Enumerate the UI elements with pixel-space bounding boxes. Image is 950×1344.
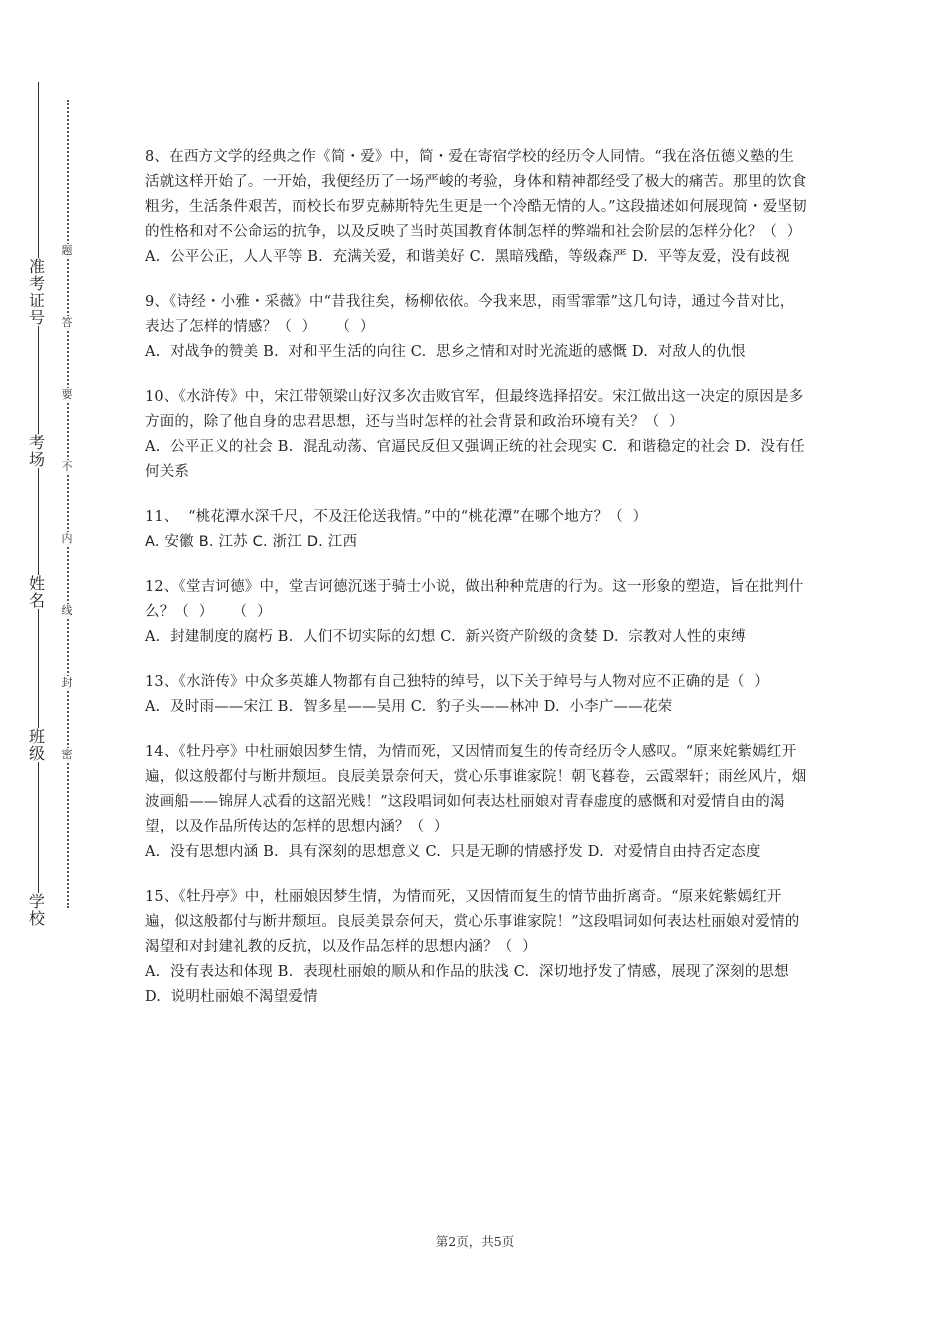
field-exam-id-label (22, 258, 52, 326)
question-text: 10、《水浒传》中，宋江带领梁山好汉多次击败官军，但最终选择招安。宋江做出这一决定的原因是多方面的，除了他自身的忠君思想，还与当时怎样的社会背景和政治环境有关？（ ） (145, 389, 804, 430)
field-char: 证 (28, 291, 45, 310)
field-exam-room (22, 434, 52, 468)
seal-char: 封 (59, 676, 75, 689)
field-char: 姓 (28, 574, 45, 593)
question-options: A. 没有思想内涵 B. 具有深刻的思想意义 C. 只是无聊的情感抒发 D. 对爱情自由持否定态度 (145, 844, 761, 860)
question-10 (145, 385, 808, 485)
field-char: 准 (28, 257, 45, 276)
question-options: A. 公平正义的社会 B. 混乱动荡、官逼民反但又强调正统的社会现实 C. 和谐稳定的社会 D. 没有任何关系 (145, 439, 805, 480)
question-text: 14、《牡丹亭》中杜丽娘因梦生情，为情而死，又因情而复生的传奇经历令人感叹。“原来姹紫嫣红开遍，似这般都付与断井颓垣。良辰美景奈何天，赏心乐事谁家院！朝飞暮卷，云霞翠轩；雨丝风片，烟波画船——锦屏人忒看的这韶光贱！”这段唱词如何表达杜丽娘对青春虚度的感慨和对爱情自由的渴望，以及作品所传达的怎样的思想内涵？（ ） (145, 744, 807, 835)
page-number: 第2页，共5页 (435, 1234, 515, 1249)
question-options: A. 封建制度的腐朽 B. 人们不切实际的幻想 C. 新兴资产阶级的贪婪 D. 宗教对人性的束缚 (145, 629, 746, 645)
field-char: 场 (28, 450, 45, 469)
question-8 (145, 145, 808, 270)
field-school (22, 893, 52, 927)
question-text: 12、《堂吉诃德》中，堂吉诃德沉迷于骑士小说，做出种种荒唐的行为。这一形象的塑造，旨在批判什么？（ ） （ ） (145, 579, 804, 620)
field-school-label (22, 893, 52, 927)
question-list (145, 145, 808, 1030)
field-exam-room-label (22, 434, 52, 468)
field-char: 号 (28, 308, 45, 327)
seal-char: 线 (59, 604, 75, 617)
field-class (22, 728, 52, 762)
question-11 (145, 505, 808, 555)
question-text: 13、《水浒传》中众多英雄人物都有自己独特的绰号，以下关于绰号与人物对应不正确的是（ ） (145, 674, 769, 690)
question-options: A. 安徽 B. 江苏 C. 浙江 D. 江西 (145, 534, 358, 550)
seal-dotted-line (67, 100, 69, 908)
field-name-label (22, 575, 52, 609)
field-char: 级 (28, 744, 45, 763)
question-text: 9、《诗经・小雅・采薇》中“昔我往矣，杨柳依依。今我来思，雨雪霏霏”这几句诗，通过今昔对比，表达了怎样的情感？（ ） （ ） (145, 294, 795, 335)
question-12 (145, 575, 808, 650)
seal-char: 内 (59, 532, 75, 545)
field-char: 考 (28, 274, 45, 293)
field-char: 班 (28, 727, 45, 746)
field-exam-id (22, 258, 52, 326)
question-text: 11、 “桃花潭水深千尺，不及汪伦送我情。”中的“桃花潭”在哪个地方？（ ） (145, 509, 648, 525)
question-text: 8、在西方文学的经典之作《简・爱》中，简・爱在寄宿学校的经历令人同情。“我在洛伍德义塾的生活就这样开始了。一开始，我便经历了一场严峻的考验，身体和精神都经受了极大的痛苦。那里的饮食粗劣，生活条件艰苦，而校长布罗克赫斯特先生更是一个冷酷无情的人。”这段描述如何展现简・爱坚韧的性格和对不公命运的抗争，以及反映了当时英国教育体制怎样的弊端和社会阶层的怎样分化？（ ） (145, 149, 807, 240)
field-char: 考 (28, 433, 45, 452)
question-options: A. 及时雨——宋江 B. 智多星——吴用 C. 豹子头——林冲 D. 小李广——花荣 (145, 699, 673, 715)
question-9 (145, 290, 808, 365)
question-14 (145, 740, 808, 865)
question-options: A. 没有表达和体现 B. 表现杜丽娘的顺从和作品的肤浅 C. 深切地抒发了情感，展现了深刻的思想 D. 说明杜丽娘不渴望爱情 (145, 964, 794, 1005)
seal-char: 答 (59, 316, 75, 329)
field-class-label (22, 728, 52, 762)
question-13 (145, 670, 808, 720)
seal-char: 要 (59, 388, 75, 401)
field-char: 校 (28, 909, 45, 928)
question-options: A. 公平公正，人人平等 B. 充满关爱，和谐美好 C. 黑暗残酷，等级森严 D. 平等友爱，没有歧视 (145, 249, 790, 265)
seal-char: 不 (59, 460, 75, 473)
question-text: 15、《牡丹亭》中，杜丽娘因梦生情，为情而死，又因情而复生的情节曲折离奇。“原来姹紫嫣红开遍，似这般都付与断井颓垣。良辰美景奈何天，赏心乐事谁家院！”这段唱词如何表达杜丽娘对爱情的渴望和对封建礼教的反抗，以及作品怎样的思想内涵？（ ） (145, 889, 800, 955)
binding-margin (0, 0, 110, 1344)
binding-line (38, 82, 39, 927)
field-char: 名 (28, 591, 45, 610)
question-options: A. 对战争的赞美 B. 对和平生活的向往 C. 思乡之情和对时光流逝的感慨 D. 对敌人的仇恨 (145, 344, 746, 360)
field-char: 学 (28, 892, 45, 911)
field-name (22, 575, 52, 609)
question-15 (145, 885, 808, 1010)
seal-char: 题 (59, 244, 75, 257)
seal-char: 密 (59, 748, 75, 761)
